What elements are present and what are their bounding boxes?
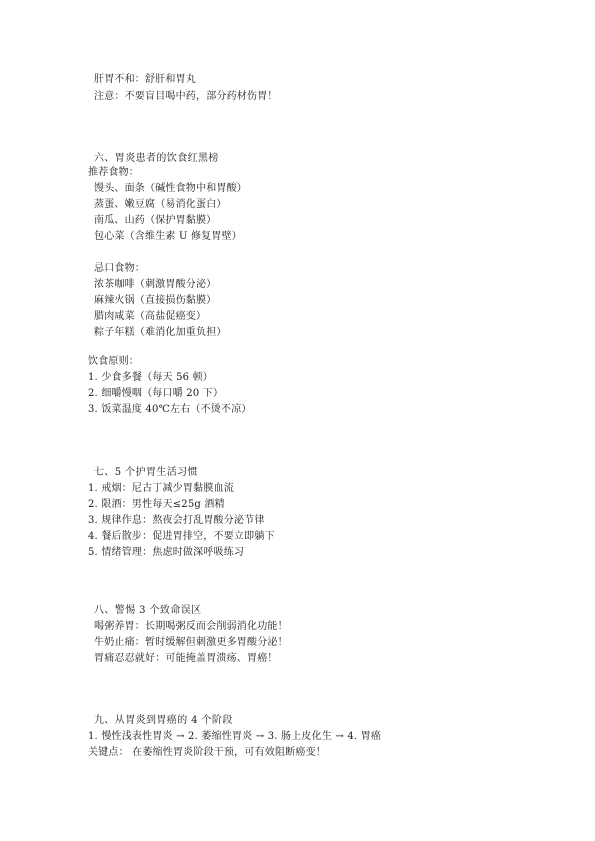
myth-item: 喝粥养胃：长期喝粥反而会削弱消化功能！ bbox=[94, 621, 288, 632]
text-line-warning: 注意：不要盲目喝中药，部分药材伤胃！ bbox=[94, 91, 278, 102]
habit-item: 2. 限酒：男性每天≤25g 酒精 bbox=[88, 499, 225, 510]
recommend-item: 包心菜（含维生素 U 修复胃壁） bbox=[94, 231, 242, 242]
principle-item: 1. 少食多餐（每天 56 顿） bbox=[88, 372, 214, 383]
principle-item: 2. 细嚼慢咽（每口嚼 20 下） bbox=[88, 388, 224, 399]
section-heading-stages: 九、从胃炎到胃癌的 4 个阶段 bbox=[94, 715, 233, 726]
avoid-item: 浓茶咖啡（刺激胃酸分泌） bbox=[94, 279, 217, 290]
text-line-liver-stomach: 肝胃不和：舒肝和胃丸 bbox=[94, 74, 196, 85]
recommend-item: 馒头、面条（碱性食物中和胃酸） bbox=[94, 183, 247, 194]
recommend-item: 南瓜、山药（保护胃黏膜） bbox=[94, 215, 217, 226]
principles-title: 饮食原则： bbox=[88, 356, 139, 367]
principle-item: 3. 饭菜温度 40℃左右（不烫不凉） bbox=[88, 404, 252, 415]
section-heading-habits: 七、5 个护胃生活习惯 bbox=[94, 467, 198, 478]
recommend-item: 蒸蛋、嫩豆腐（易消化蛋白） bbox=[94, 199, 227, 210]
habit-item: 1. 戒烟：尼古丁减少胃黏膜血流 bbox=[88, 483, 234, 494]
habit-item: 5. 情绪管理：焦虑时做深呼吸练习 bbox=[88, 547, 245, 558]
habit-item: 3. 规律作息：熬夜会打乱胃酸分泌节律 bbox=[88, 515, 265, 526]
avoid-item: 粽子年糕（难消化加重负担） bbox=[94, 327, 227, 338]
recommend-title: 推荐食物： bbox=[88, 167, 139, 178]
key-point: 关键点： 在萎缩性胃炎阶段干预，可有效阻断癌变！ bbox=[88, 747, 326, 758]
habit-item: 4. 餐后散步：促进胃排空，不要立即躺下 bbox=[88, 531, 275, 542]
stages-progression: 1. 慢性浅表性胃炎 → 2. 萎缩性胃炎 → 3. 肠上皮化生 → 4. 胃癌 bbox=[88, 731, 382, 742]
avoid-item: 麻辣火锅（直接损伤黏膜） bbox=[94, 295, 217, 306]
avoid-item: 腊肉咸菜（高盐促癌变） bbox=[94, 311, 207, 322]
myth-item: 牛奶止痛：暂时缓解但刺激更多胃酸分泌！ bbox=[94, 637, 288, 648]
avoid-title: 忌口食物： bbox=[94, 263, 145, 274]
section-heading-diet: 六、胃炎患者的饮食红黑榜 bbox=[94, 153, 219, 164]
myth-item: 胃痛忍忍就好：可能掩盖胃溃疡、胃癌！ bbox=[94, 653, 278, 664]
section-heading-myths: 八、警惕 3 个致命误区 bbox=[94, 605, 202, 616]
